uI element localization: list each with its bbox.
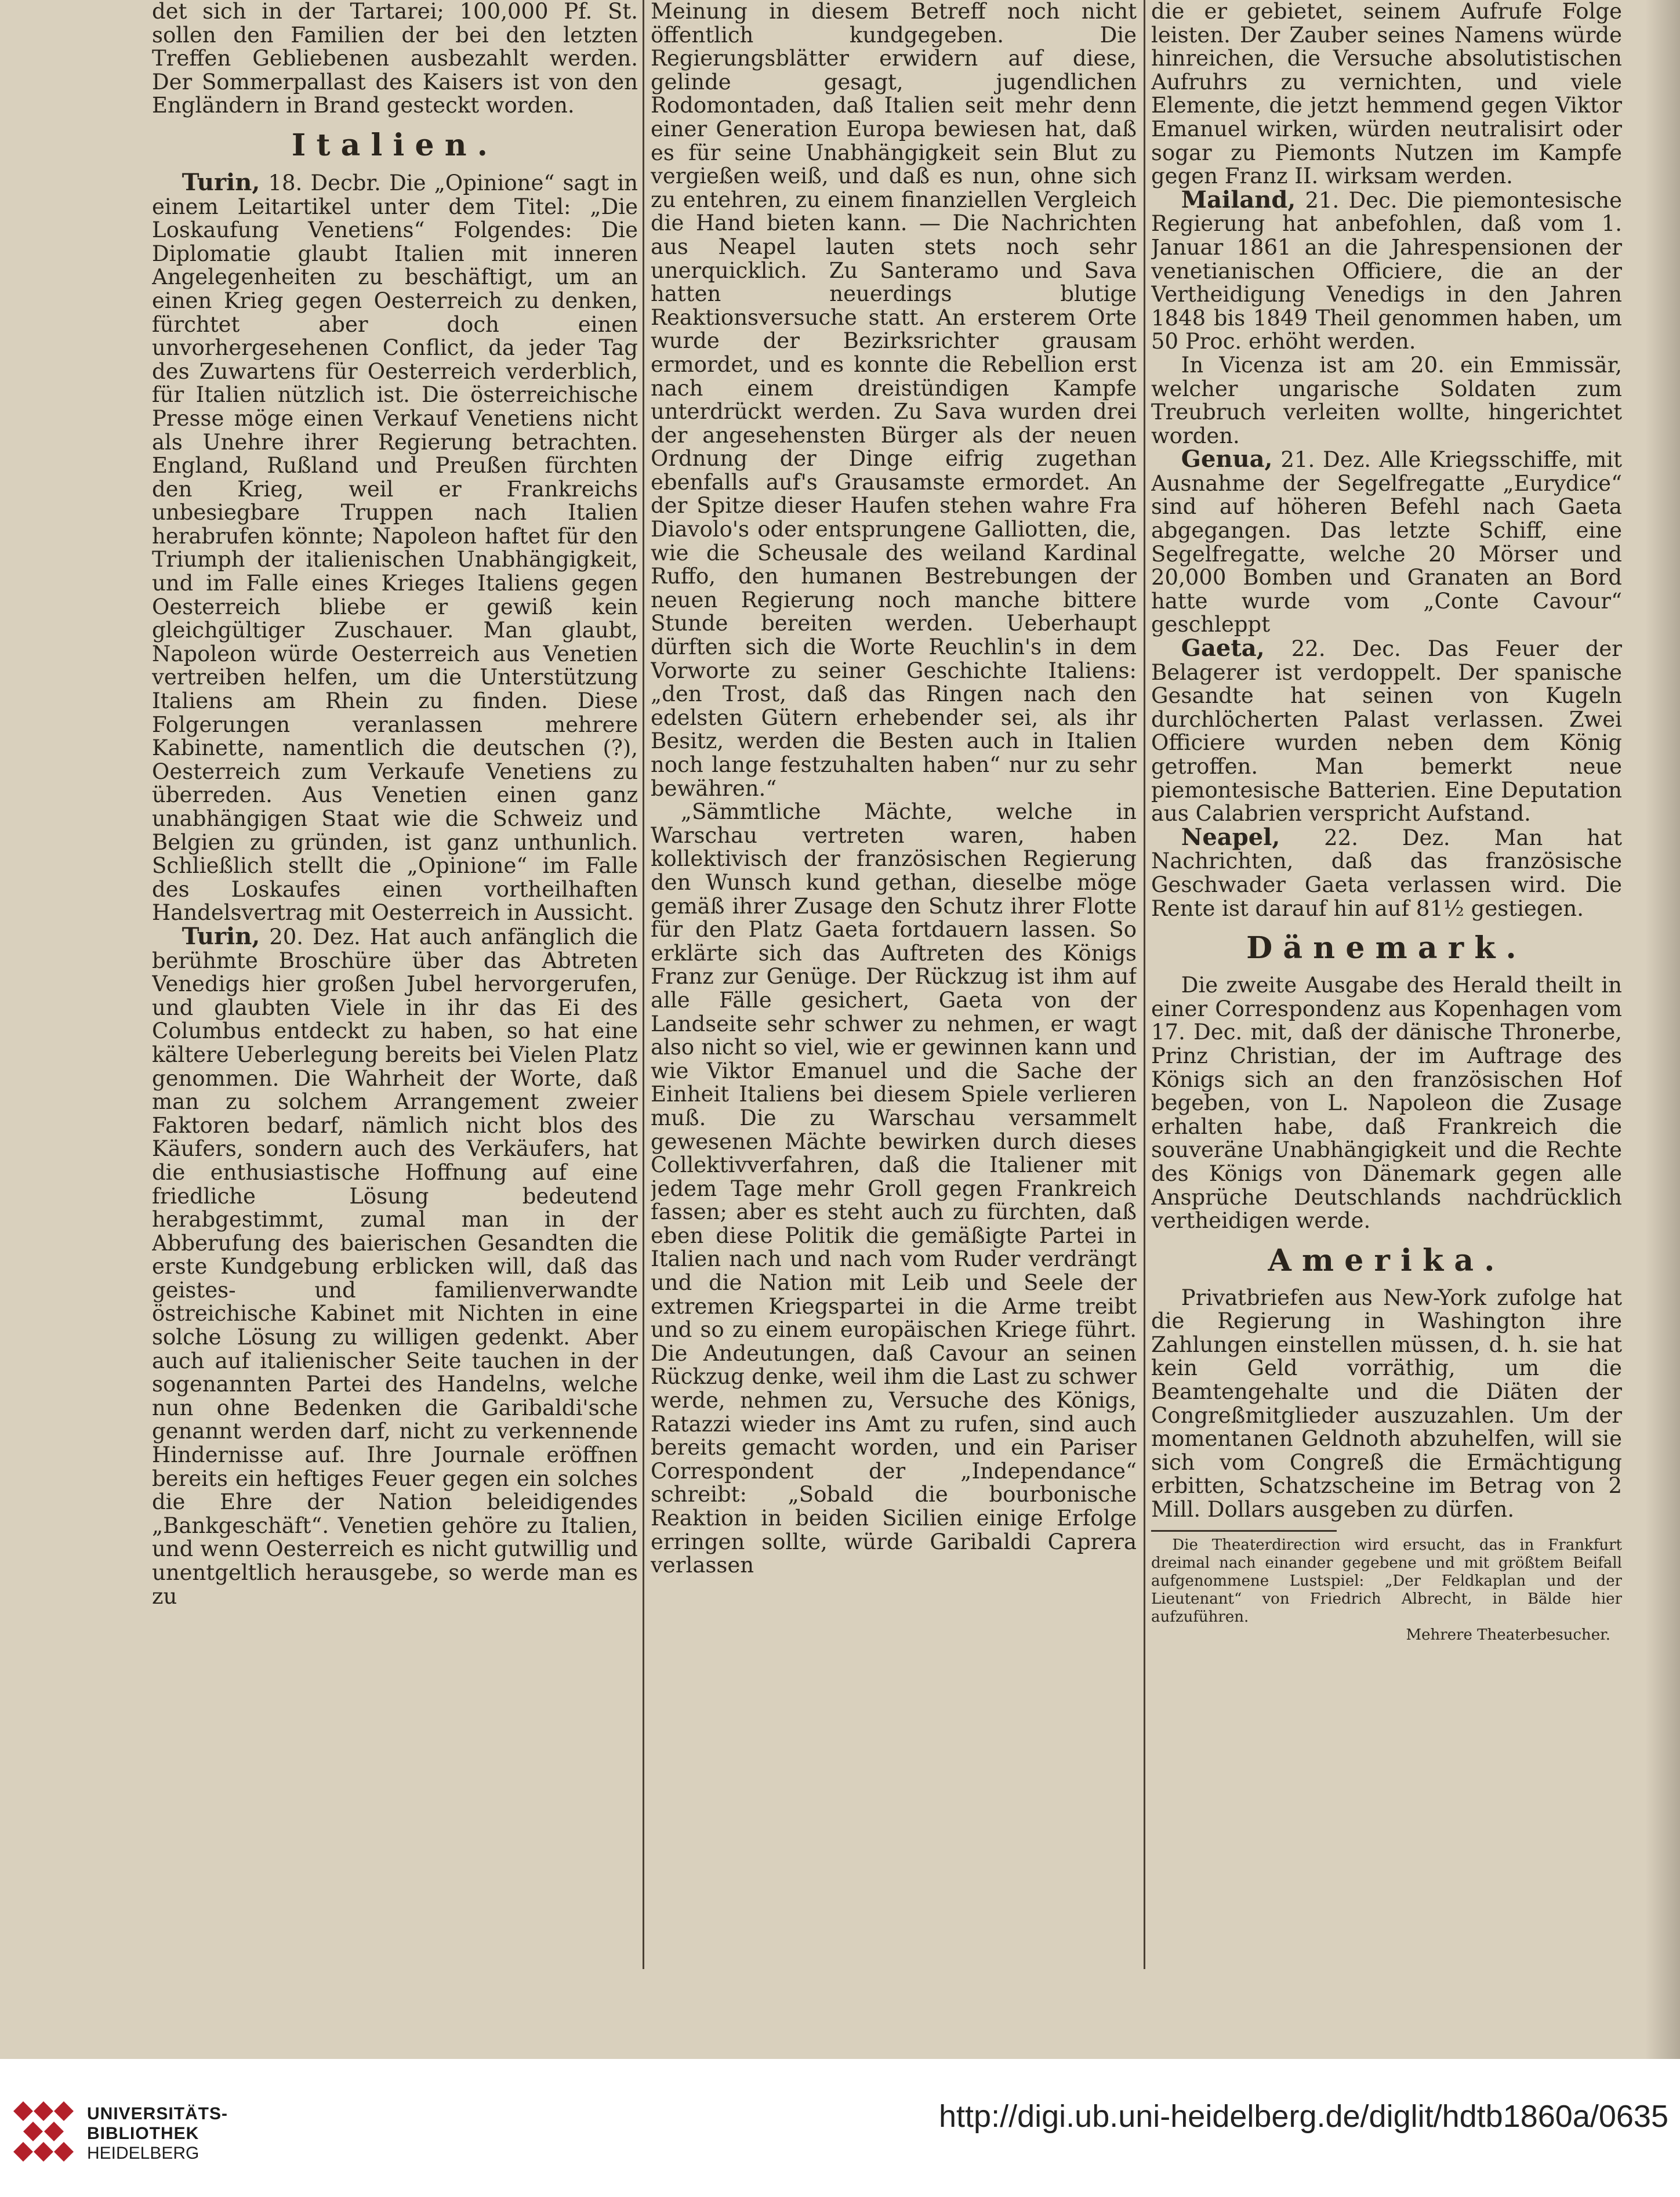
university-library-logo-icon — [12, 2100, 75, 2163]
dateline-place: Neapel, — [1181, 823, 1280, 851]
article-paragraph: Die zweite Ausgabe des Herald theilt in einer Correspondenz aus Kopenhagen vom 17. Dec. mit, daß der dänische Thronerbe, Prinz Christian, der im Auftrage des Königs sich an den französischen Hof begeben, von L. Napoleon die Zusage erhalten habe, daß Frankreich die souveräne Unabhängigkeit und die Rechte des Königs von Dänemark gegen alle Ansprüche Deutschlands nachdrücklich vertheidigen werde. — [1151, 973, 1622, 1234]
paragraph-text: 22. Dec. Das Feuer der Belagerer ist verdoppelt. Der spanische Gesandte hat seinen von Kugeln durchlöcherten Palast verlassen. Zwei Officiere wurden neben dem König getroffen. Man bemerkt neue piemontesische Batterien. Eine Deputation aus Calabrien verspricht Aufstand. — [1151, 636, 1622, 826]
column-divider — [1144, 0, 1145, 1969]
footnote — [1151, 1536, 1622, 1644]
dateline-place: Turin, — [182, 168, 260, 196]
dateline-place: Genua, — [1181, 445, 1273, 473]
dateline-place: Mailand, — [1181, 186, 1296, 213]
paragraph-text: 22. Dez. Man hat Nachrichten, daß das französische Geschwader Gaeta verlassen wird. Die Rente ist darauf hin auf 81½ gestiegen. — [1151, 825, 1622, 921]
source-url-link[interactable]: http://digi.ub.uni-heidelberg.de/diglit/hdtb1860a/0635 — [939, 2099, 1668, 2134]
column-divider — [643, 0, 644, 1969]
library-name-line: BIBLIOTHEK — [87, 2124, 199, 2143]
section-heading-amerika: Amerika. — [1268, 1242, 1505, 1278]
article-paragraph: Meinung in diesem Betreff noch nicht öffentlich kundgegeben. Die Regierungsblätter erwidern auf diese, gelinde gesagt, jugendlichen Rodomontaden, daß Italien seit mehr denn einer Generation Europa bewiesen hat, daß es für seine Unabhängigkeit sein Blut zu vergießen weiß, und daß es nun, ohne sich zu entehren, zu einem finanziellen Vergleich die Hand bieten kann. — Die Nachrichten aus Neapel lauten stets noch sehr unerquicklich. Zu Santeramo und Sava hatten neuerdings blutige Reaktionsversuche statt. An ersterem Orte wurde der Bezirksrichter grausam ermordet, und es konnte die Rebellion erst nach einem dreistündigen Kampfe unterdrückt werden. Zu Sava wurden drei der angesehensten Bürger als der neuen Ordnung der Dinge eifrig zugethan ebenfalls auf's Grausamste ermordet. An der Spitze dieser Haufen stehen wahre Fra Diavolo's oder entsprungene Galliotten, die, wie die Scheusale des weiland Kardinal Ruffo, den humanen Bestrebungen der neuen Regierung noch manche bittere Stunde bereiten werden. Ueberhaupt dürften sich die Worte Reuchlin's in dem Vorworte zu seiner Geschichte Italiens: „den Trost, daß das Ringen nach den edelsten Gütern erhebender sei, als ihr Besitz, werden die Besten auch in Italien noch lange festzuhalten haben“ nur zu sehr bewähren.“ — [651, 0, 1137, 801]
article-paragraph: die er gebietet, seinem Aufrufe Folge leisten. Der Zauber seines Namens würde hinreichen, die Versuche absolutistischen Aufruhrs zu vernichten, und viele Elemente, die jetzt hemmend gegen Viktor Emanuel wirken, würden neutralisirt oder sogar zu Piemonts Nutzen im Kampfe gegen Franz II. wirksam werden. — [1151, 0, 1622, 189]
article-column-2 — [651, 0, 1137, 1972]
library-name — [87, 2104, 228, 2163]
article-paragraph — [152, 168, 638, 926]
library-name-line: HEIDELBERG — [87, 2144, 199, 2163]
article-paragraph — [1151, 637, 1622, 826]
footnote-divider — [1151, 1530, 1337, 1532]
paragraph-text: 18. Decbr. Die „Opinione“ sagt in einem Leitartikel unter dem Titel: „Die Loskaufung Venetiens“ Folgendes: Die Diplomatie glaubt Italien mit inneren Angelegenheiten zu beschäftigt, um an einen Krieg gegen Oesterreich zu denken, fürchtet aber doch einen unvorhergesehenen Conflict, da jeder Tag des Zuwartens für Oesterreich verderblich, für Italien nützlich ist. Die österreichische Presse möge einen Verkauf Venetiens nicht als Unehre ihrer Regierung betrachten. England, Rußland und Preußen fürchten den Krieg, weil er Frankreichs unbesiegbare Truppen nach Italien herabrufen könnte; Napoleon haftet für den Triumph der italienischen Unabhängigkeit, und im Falle eines Krieges Italiens gegen Oesterreich bliebe er gewiß kein gleichgültiger Zuschauer. Man glaubt, Napoleon würde Oesterreich aus Venetien vertreiben helfen, um die Unterstützung Italiens am Rhein zu finden. Diese Folgerungen veranlassen mehrere Kabinette, namentlich die deutschen (?), Oesterreich zum Verkaufe Venetiens zu überreden. Aus Venetien einen ganz unabhängigen Staat wie die Schweiz und Belgien zu gründen, ist ganz unthunlich. Schließlich stellt die „Opinione“ im Falle des Loskaufes einen vortheilhaften Handelsvertrag mit Oesterreich in Aussicht. — [152, 170, 638, 926]
article-paragraph: In Vicenza ist am 20. ein Emmissär, welcher ungarische Soldaten zum Treubruch verleiten wollte, hingerichtet worden. — [1151, 352, 1622, 448]
section-heading-italien: Italien. — [291, 127, 499, 163]
paragraph-text: 20. Dez. Hat auch anfänglich die berühmte Broschüre über das Abtreten Venedigs hier großen Jubel hervorgerufen, und glaubten Viele in ihr das Ei des Columbus entdeckt zu haben, so hat eine kältere Ueberlegung bereits bei Vielen Platz genommen. Die Wahrheit der Worte, daß man zu solchem Arrangement zweier Faktoren bedarf, nämlich nicht blos des Käufers, sondern auch des Verkäufers, hat die enthusiastische Hoffnung auf eine friedliche Lösung bedeutend herabgestimmt, zumal man in der Abberufung des baierischen Gesandten die erste Kundgebung erblicken will, daß das geistes- und familienverwandte östreichische Kabinet mit Nichten in eine solche Lösung zu willigen gedenkt. Aber auch auf italienischer Seite tauchen in der sogenannten Partei des Handelns, welche nun ohne Bedenken die Garibaldi'sche genannt werden darf, nicht zu verkennende Hindernisse auf. Ihre Journale eröffnen bereits ein heftiges Feuer gegen ein solches die Ehre der Nation beleidigendes „Bankgeschäft“. Venetien gehöre zu Italien, und wenn Oesterreich es nicht gutwillig und unentgeltlich herausgebe, so werde man es zu — [152, 924, 638, 1609]
article-paragraph — [1151, 823, 1622, 921]
section-heading-daenemark: Dänemark. — [1246, 930, 1527, 966]
paragraph-text: 21. Dec. Die piemontesische Regierung hat anbefohlen, daß vom 1. Januar 1861 an die Jahrespensionen der venetianischen Officiere, die an der Vertheidigung Venedigs in den Jahren 1848 bis 1849 Theil genommen haben, um 50 Proc. erhöht werden. — [1151, 187, 1622, 354]
article-paragraph — [152, 922, 638, 1609]
article-paragraph: Privatbriefen aus New-York zufolge hat die Regierung in Washington ihre Zahlungen einstellen müssen, d. h. sie hat kein Geld vorräthig, um die Beamtengehalte und die Diäten der Congreßmitglieder auszuzahlen. Um der momentanen Geldnoth abzuhelfen, will sie sich vom Congreß die Ermächtigung erbitten, Schatzscheine im Betrag von 2 Mill. Dollars ausgeben zu dürfen. — [1151, 1285, 1622, 1522]
paragraph-text: 21. Dez. Alle Kriegsschiffe, mit Ausnahme der Segelfregatte „Eurydice“ sind auf höheren Befehl nach Gaeta abgegangen. Das letzte Schiff, eine Segelfregatte, welche 20 Mörser und 20,000 Bomben und Granaten an Bord hatte wurde vom „Conte Cavour“ geschleppt — [1151, 447, 1622, 637]
page-edge-shadow — [1645, 0, 1680, 2059]
article-paragraph: det sich in der Tartarei; 100,000 Pf. St. sollen den Familien der bei den letzten Treffen Gebliebenen ausbezahlt werden. Der Sommerpallast des Kaisers ist von den Engländern in Brand gesteckt worden. — [152, 0, 638, 118]
dateline-place: Turin, — [182, 922, 260, 950]
footer-bar — [0, 2059, 1680, 2197]
article-paragraph — [1151, 188, 1622, 354]
article-paragraph — [1151, 445, 1622, 637]
footnote-signature: Mehrere Theaterbesucher. — [1406, 1626, 1610, 1644]
article-column-3 — [1151, 0, 1622, 1931]
article-paragraph: „Sämmtliche Mächte, welche in Warschau vertreten waren, haben kollektivisch der französischen Regierung den Wunsch kund gethan, dieselbe möge gemäß ihrer Zusage den Schutz ihrer Flotte für den Platz Gaeta fortdauern lassen. So erklärte sich das Auftreten des Königs Franz zur Genüge. Der Rückzug ist ihm auf alle Fälle gesichert, Gaeta von der Landseite sehr schwer zu nehmen, er wagt also nicht so viel, wie er gewinnen kann und wie Viktor Emanuel und die Sache der Einheit Italiens bei diesem Spiele verlieren muß. Die zu Warschau versammelt gewesenen Mächte bewirken durch dieses Collektivverfahren, daß die Italiener mit jedem Tage mehr Groll gegen Frankreich fassen; aber es steht auch zu fürchten, daß eben diese Politik die gemäßigte Partei in Italien nach und nach vom Ruder verdrängt und die Nation mit Leib und Seele der extremen Kriegspartei in die Arme treibt und so zu einem europäischen Kriege führt. Die Andeutungen, daß Cavour an seinen Rückzug denke, weil ihm die Last zu schwer werde, nehmen zu, Versuche des Königs, Ratazzi wieder ins Amt zu rufen, sind auch bereits gemacht worden, und ein Pariser Correspondent der „Independance“ schreibt: „Sobald die bourbonische Reaktion in beiden Sicilien einige Erfolge erringen sollte, würde Garibaldi Caprera verlassen — [651, 799, 1137, 1578]
library-name-line: UNIVERSITÄTS- — [87, 2104, 228, 2123]
dateline-place: Gaeta, — [1181, 635, 1265, 662]
footnote-text: Die Theaterdirection wird ersucht, das in Frankfurt dreimal nach einander gegebene und mit größtem Beifall aufgenommene Lustspiel: „Der Feldkaplan und der Lieutenant“ von Friedrich Albrecht, in Bälde hier aufzuführen. — [1151, 1536, 1622, 1626]
article-column-1 — [152, 0, 638, 1972]
